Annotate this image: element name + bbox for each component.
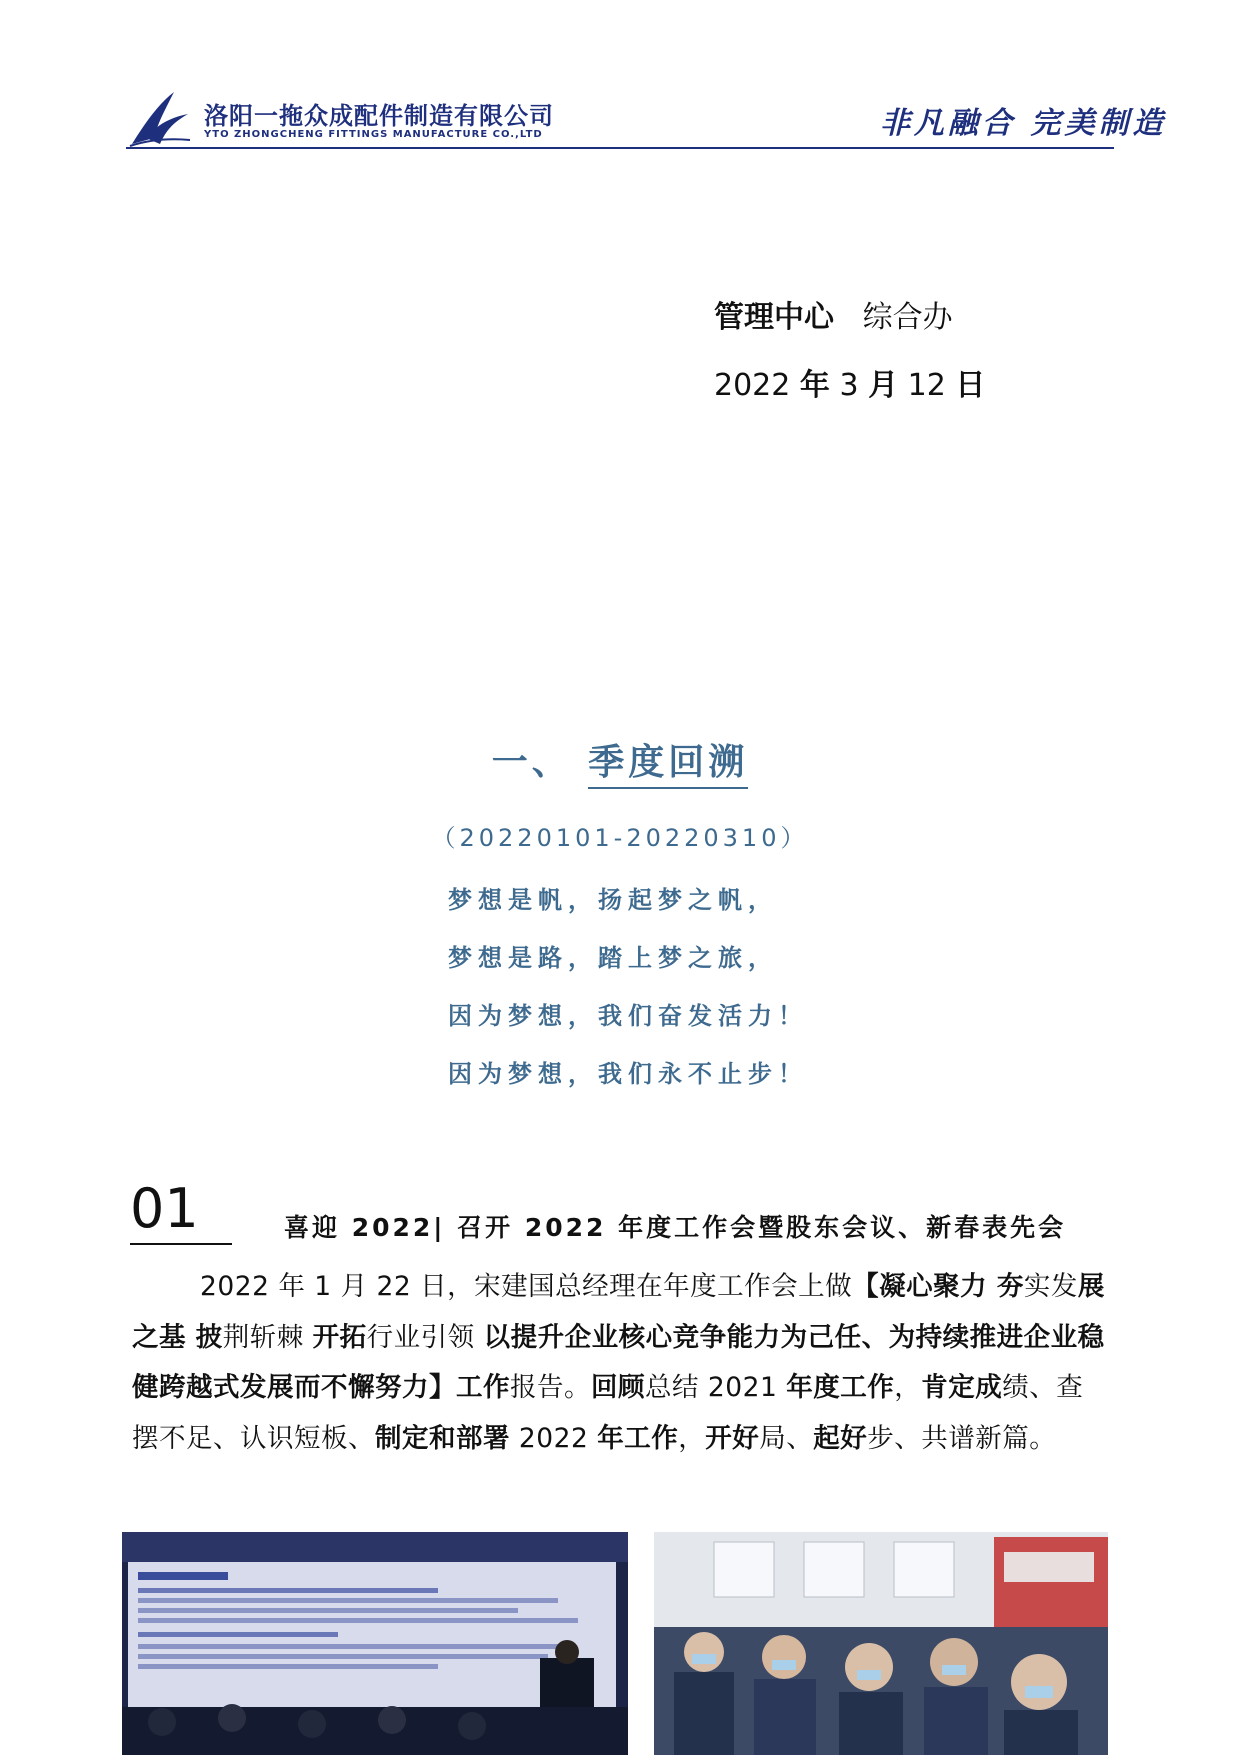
issue-day: 12 [907, 368, 946, 403]
body-text: 荆斩棘 [222, 1321, 313, 1353]
issuer-line [714, 292, 953, 336]
issue-date [714, 360, 985, 404]
issue-year: 2022 [714, 368, 791, 403]
body-emphasis: 以提升企业核心竞争能力为己任、为持续推进企业稳健跨越式发展而不懈努力】工作 [132, 1321, 1105, 1403]
company-slogan: 非凡融合 完美制造 [880, 106, 1167, 141]
body-emphasis: 年工作 [597, 1422, 679, 1454]
section-heading [0, 734, 1240, 785]
issue-month: 3 [839, 368, 859, 403]
body-text: 实发 [1023, 1271, 1078, 1302]
body-emphasis: 展之基 披 [132, 1271, 1105, 1353]
section-title: 季度回溯 [588, 742, 748, 789]
company-name-en: YTO ZHONGCHENG FITTINGS MANUFACTURE CO.,LTD [204, 129, 543, 140]
body-text: ， [678, 1422, 706, 1454]
body-text: 行业引领 [366, 1321, 484, 1353]
issue-year-unit: 年 [799, 368, 830, 403]
issuer-center: 管理中心 [714, 300, 834, 335]
issuer-office: 综合办 [862, 300, 953, 335]
poem-line: 因为梦想，我们奋发活力！ [448, 1002, 808, 1030]
body-text: 2022 年 1 月 22 日，宋建国总经理在年度工作会上做 [200, 1271, 853, 1302]
section-prefix: 一、 [491, 742, 572, 783]
body-text: 报告。 [510, 1372, 591, 1403]
body-emphasis: 年度工作 [786, 1372, 895, 1403]
body-emphasis: 制定和部署 [375, 1422, 510, 1454]
body-text: 局、 [759, 1422, 814, 1454]
body-emphasis: 回顾 [591, 1372, 645, 1403]
audience-meeting-photo [654, 1532, 1108, 1755]
issue-day-unit: 日 [955, 368, 986, 403]
poem-line: 因为梦想，我们永不止步！ [448, 1060, 808, 1088]
body-text: 步、共谱新篇。 [867, 1422, 1057, 1454]
conference-stage-photo [122, 1532, 628, 1755]
article-number-underline [130, 1243, 232, 1245]
body-emphasis: 起好 [813, 1422, 868, 1454]
body-emphasis: 肯定成 [921, 1372, 1003, 1403]
swoosh-logo-icon [128, 88, 192, 148]
issue-month-unit: 月 [868, 368, 899, 403]
body-emphasis: 开好 [705, 1422, 760, 1454]
body-text: 绩、查摆不足、认识短板、 [132, 1372, 1084, 1454]
body-emphasis: 开拓 [312, 1321, 367, 1353]
body-text: 总结 2021 [645, 1372, 787, 1403]
poem-line: 梦想是路，踏上梦之旅， [448, 944, 778, 972]
article-body [132, 1262, 1106, 1464]
company-name-cn: 洛阳一拖众成配件制造有限公司 [204, 102, 554, 130]
article-number: 01 [130, 1177, 199, 1240]
section-date-range: （20220101-20220310） [431, 824, 809, 852]
article-title: 喜迎 2022| 召开 2022 年度工作会暨股东会议、新春表先会 [284, 1213, 1067, 1242]
body-text: 2022 [510, 1422, 598, 1454]
body-emphasis: 【凝心聚力 夯 [852, 1271, 1024, 1302]
poem-line: 梦想是帆，扬起梦之帆， [448, 886, 778, 914]
header-divider [126, 147, 1114, 149]
body-text: ， [894, 1372, 922, 1403]
